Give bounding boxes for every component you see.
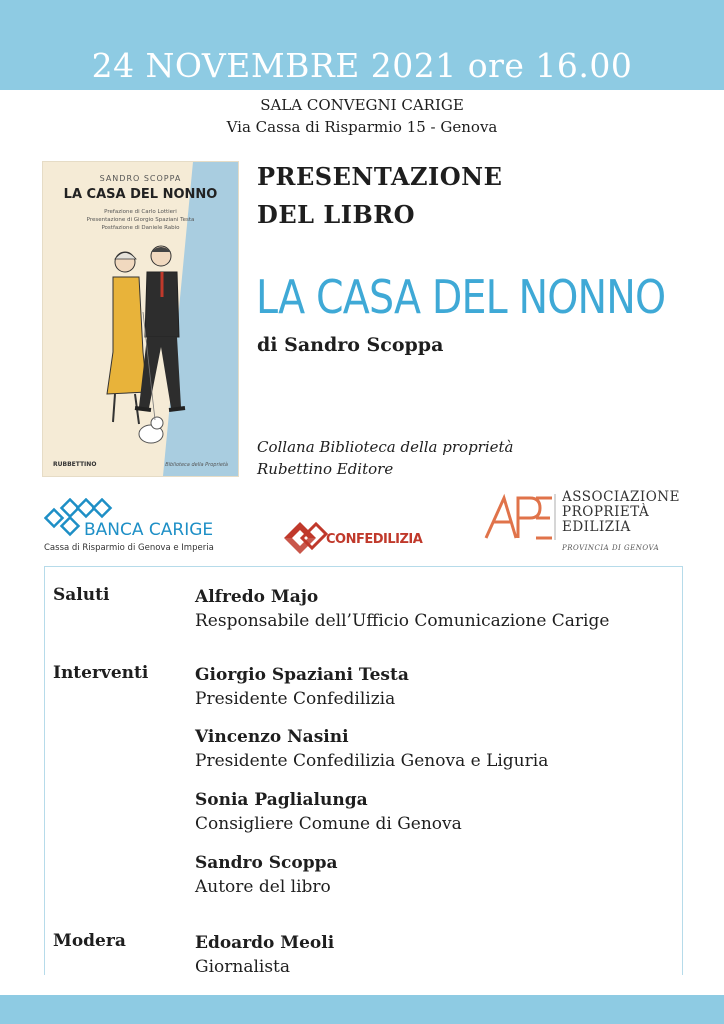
collana: [257, 436, 514, 480]
cover-publisher: RUBBETTINO: [53, 461, 97, 468]
ape-name: [562, 490, 680, 535]
speaker-role: Responsabile dell’Ufficio Comunicazione Carige: [195, 611, 610, 631]
speaker-role: Consigliere Comune di Genova: [195, 814, 462, 834]
speaker-name: Giorgio Spaziani Testa: [195, 665, 409, 685]
cover-credit: Presentazione di Giorgio Spaziani Testa: [86, 217, 195, 223]
banca-carige-logo: [44, 498, 234, 558]
speaker-name: Vincenzo Nasini: [195, 727, 349, 747]
speaker-name: Alfredo Majo: [195, 587, 319, 607]
confedilizia-house-icon: [280, 518, 328, 556]
section-label: Interventi: [53, 663, 149, 683]
venue-address: Via Cassa di Risparmio 15 - Genova: [226, 118, 498, 136]
cover-series: Biblioteca della Proprietà: [165, 462, 228, 468]
cover-title: LA CASA DEL NONNO: [63, 187, 218, 202]
cover-author: SANDRO SCOPPA: [99, 174, 182, 183]
speaker-role: Autore del libro: [195, 877, 331, 897]
speaker-role: Presidente Confedilizia Genova e Liguria: [195, 751, 549, 771]
speaker-name: Sandro Scoppa: [195, 853, 338, 873]
speaker: [195, 663, 409, 711]
venue: [0, 94, 724, 138]
book-cover: [43, 162, 238, 476]
cover-credit: Postfazione di Daniele Rabio: [101, 225, 180, 231]
speaker: [195, 851, 338, 899]
ape-name-line: PROPRIETÀ: [562, 504, 650, 520]
footer-band: [0, 995, 724, 1024]
section-label: Saluti: [53, 585, 110, 605]
speaker: [195, 931, 334, 979]
speaker-name: Sonia Paglialunga: [195, 790, 368, 810]
collana-series: Collana Biblioteca della proprietà: [257, 438, 514, 456]
cover-credits: [43, 208, 238, 232]
speaker-name: Edoardo Meoli: [195, 933, 335, 953]
speaker: [195, 585, 609, 633]
book-title: LA CASA DEL NONNO: [256, 270, 666, 324]
ape-name-line: ASSOCIAZIONE: [562, 489, 680, 505]
header-band: [0, 0, 724, 90]
event-kind: [257, 158, 502, 234]
event-kind-line: DEL LIBRO: [257, 200, 416, 229]
ape-name-line: EDILIZIA: [562, 519, 631, 535]
speaker: [195, 788, 462, 836]
program-box: [44, 566, 683, 975]
confedilizia-name: CONFEDILIZIA: [326, 532, 423, 547]
carige-subtitle: Cassa di Risparmio di Genova e Imperia: [44, 543, 214, 553]
ape-logo: [482, 490, 692, 556]
collana-publisher: Rubettino Editore: [257, 460, 394, 478]
ape-province: PROVINCIA DI GENOVA: [562, 544, 660, 552]
cover-credit: Prefazione di Carlo Lottieri: [104, 209, 177, 215]
ape-monogram-icon: [482, 492, 556, 542]
carige-name: BANCA CARIGE: [84, 520, 214, 540]
speaker: [195, 725, 548, 773]
event-date: 24 NOVEMBRE 2021 ore 16.00: [91, 46, 633, 85]
speaker-role: Presidente Confedilizia: [195, 689, 396, 709]
venue-name: SALA CONVEGNI CARIGE: [260, 96, 464, 114]
book-author: di Sandro Scoppa: [257, 334, 444, 356]
confedilizia-logo: [280, 518, 423, 556]
section-label: Modera: [53, 931, 126, 951]
event-kind-line: PRESENTAZIONE: [257, 162, 503, 191]
speaker-role: Giornalista: [195, 957, 291, 977]
